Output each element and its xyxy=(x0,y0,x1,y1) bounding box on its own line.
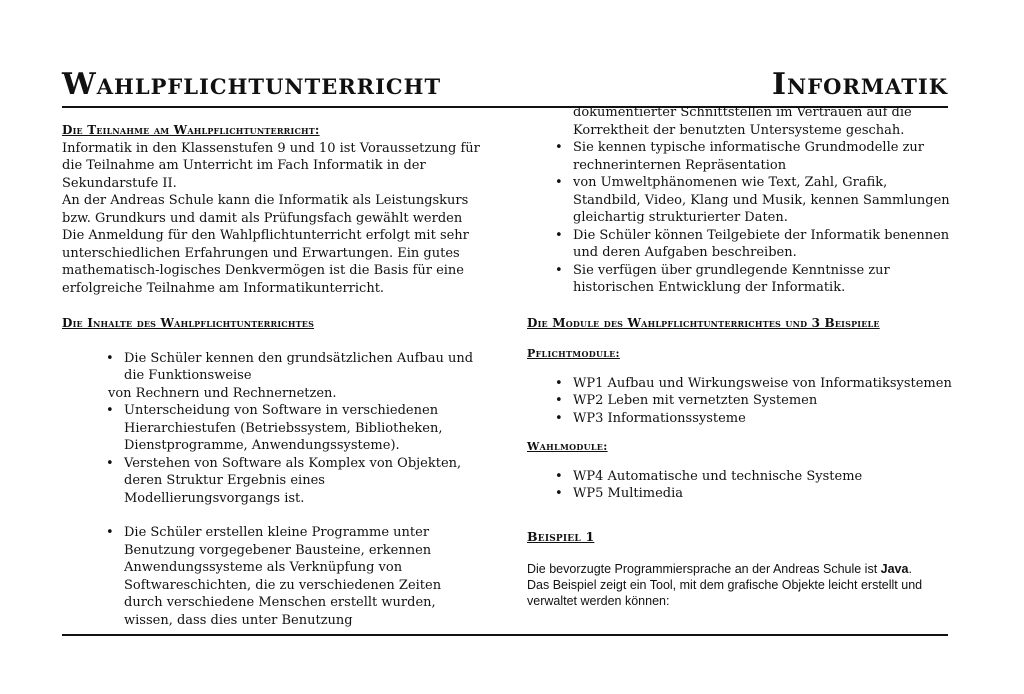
list-item xyxy=(555,262,957,297)
section-title-teilnahme: Die Teilnahme am Wahlpflichtunterricht: xyxy=(62,123,320,137)
footer-rule xyxy=(62,634,948,636)
list-item-text: von Umweltphänomenen wie Text, Zahl, Grafik, Standbild, Video, Klang und Musik, kennen Sammlungen gleichartig strukturierter Daten. xyxy=(573,175,950,225)
beispiel-line2: Das Beispiel zeigt ein Tool, mit dem grafische Objekte leicht erstellt und verwaltet werden können: xyxy=(527,578,923,608)
header-right-title: Informatik xyxy=(772,67,948,102)
list-item xyxy=(555,139,957,174)
beispiel-text xyxy=(527,561,952,609)
list-item-text: WP4 Automatische und technische Systeme xyxy=(573,468,863,484)
beispiel-line1-prefix: Die bevorzugte Programmiersprache an der Andreas Schule ist xyxy=(527,562,881,576)
list-item-continuation: von Rechnern und Rechnernetzen. xyxy=(108,385,337,401)
paragraph-voraussetzung: Informatik in den Klassenstufen 9 und 10 ist Voraussetzung für die Teilnahme am Unterricht im Fach Informatik in der Sekundarstufe II. xyxy=(62,140,480,191)
right-column xyxy=(527,104,957,609)
beispiel-java: Java xyxy=(880,562,909,576)
list-item-text: Die Schüler erstellen kleine Programme unter Benutzung vorgegebener Bausteine, erkennen Anwendungssysteme als Verknüpfung von Softwareschichten, die zu verschiedenen Zeiten durch verschiedene Menschen erstellt wurden, wissen, dass dies unter Benutzung xyxy=(124,525,442,628)
list-item xyxy=(106,402,481,455)
list-item-text: Unterscheidung von Software in verschiedenen Hierarchiestufen (Betriebssystem, Bibliotheken, Dienstprogramme, Anwendungssysteme). xyxy=(124,403,443,453)
list-item xyxy=(555,227,957,262)
list-item-text: WP1 Aufbau und Wirkungsweise von Informatiksystemen xyxy=(573,375,952,391)
header-left-title: Wahlpflichtunterricht xyxy=(62,67,442,102)
list-item-text: Verstehen von Software als Komplex von Objekten, deren Struktur Ergebnis eines Modellierungsvorgangs ist. xyxy=(124,455,462,506)
list-item xyxy=(555,375,957,393)
list-item-text: Die Schüler können Teilgebiete der Informatik benennen und deren Aufgaben beschreiben. xyxy=(573,227,950,260)
page-header xyxy=(62,66,948,108)
inhalte-list-2 xyxy=(106,402,481,629)
inhalte-list-continued xyxy=(555,139,957,297)
list-item-text: Die Schüler kennen den grundsätzlichen Aufbau und die Funktionsweise xyxy=(124,350,474,383)
pflichtmodule-list xyxy=(555,375,957,428)
list-item xyxy=(555,485,957,503)
beispiel-line1-suffix: . xyxy=(908,562,912,576)
list-item xyxy=(106,455,481,508)
list-item-text: WP3 Informationssysteme xyxy=(573,410,746,426)
left-column xyxy=(62,122,492,629)
list-item-text: Sie verfügen über grundlegende Kenntnisse zur historischen Entwicklung der Informatik. xyxy=(573,262,890,295)
list-item xyxy=(555,174,957,227)
pflichtmodule-title: Pflichtmodule: xyxy=(527,347,620,360)
wahlmodule-title: Wahlmodule: xyxy=(527,440,608,453)
section-title-module: Die Module des Wahlpflichtunterrichtes und 3 Beispiele xyxy=(527,315,880,330)
continuation-text: dokumentierter Schnittstellen im Vertrauen auf die Korrektheit der benutzten Untersysteme geschah. xyxy=(573,105,912,138)
list-item xyxy=(106,524,481,629)
list-item xyxy=(555,392,957,410)
list-item-text: WP5 Multimedia xyxy=(573,486,683,501)
inhalte-list xyxy=(106,350,481,385)
list-item xyxy=(106,350,481,385)
beispiel-title: Beispiel 1 xyxy=(527,528,595,544)
paragraph-anmeldung: Die Anmeldung für den Wahlpflichtunterricht erfolgt mit sehr unterschiedlichen Erfahrungen und Erwartungen. Ein gutes mathematisch-logisches Denkvermögen ist die Basis für eine erfolgreiche Teilnahme am Informatikunterricht. xyxy=(62,228,469,296)
section-title-inhalte: Die Inhalte des Wahlpflichtunterrichtes xyxy=(62,316,315,330)
list-item xyxy=(555,410,957,428)
list-item xyxy=(555,468,957,486)
paragraph-leistungskurs: An der Andreas Schule kann die Informatik als Leistungskurs bzw. Grundkurs und damit als Prüfungsfach gewählt werden xyxy=(62,193,469,226)
list-item-text: WP2 Leben mit vernetzten Systemen xyxy=(573,393,818,408)
wahlmodule-list xyxy=(555,468,957,503)
list-item-text: Sie kennen typische informatische Grundmodelle zur rechnerinternen Repräsentation xyxy=(573,140,925,173)
